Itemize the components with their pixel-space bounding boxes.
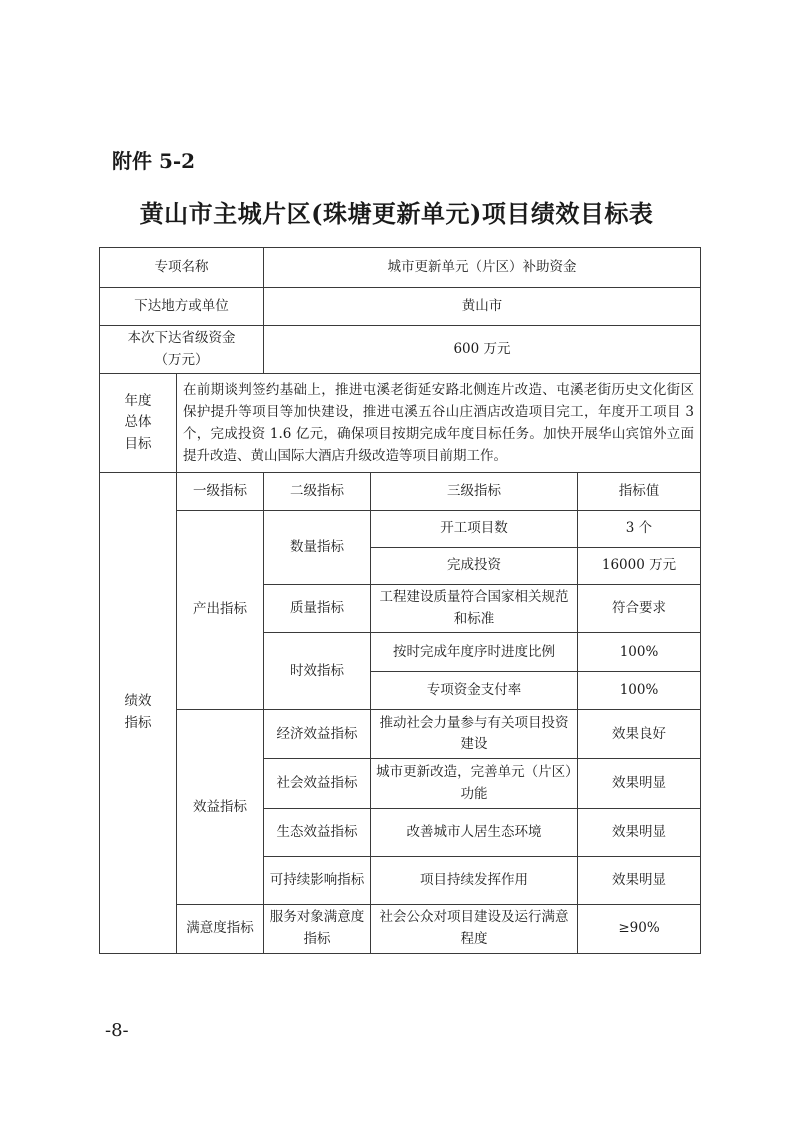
table-row <box>100 710 701 759</box>
table-row <box>100 248 701 288</box>
funds-label-line2: （万元） <box>154 351 209 368</box>
indicator-value: 16000 万元 <box>578 548 701 585</box>
funds-label <box>100 326 264 374</box>
indicator-level3: 社会公众对项目建设及运行满意程度 <box>371 905 578 953</box>
indicator-value: 效果良好 <box>578 710 701 759</box>
project-name-value: 城市更新单元（片区）补助资金 <box>264 248 701 288</box>
table-row <box>100 905 701 953</box>
indicators-label-line1: 绩效 <box>124 693 152 710</box>
indicators-label-line2: 指标 <box>124 714 152 731</box>
funds-value: 600 万元 <box>264 326 701 374</box>
indicator-value: 3 个 <box>578 511 701 548</box>
indicator-level3: 开工项目数 <box>371 511 578 548</box>
annual-goal-label <box>100 374 177 473</box>
table-row <box>100 288 701 326</box>
header-value: 指标值 <box>578 473 701 511</box>
indicator-level2: 服务对象满意度指标 <box>264 905 371 953</box>
indicator-level3: 改善城市人居生态环境 <box>371 809 578 857</box>
table-row <box>100 374 701 473</box>
indicator-level2: 经济效益指标 <box>264 710 371 759</box>
benefit-indicators-label: 效益指标 <box>177 710 264 905</box>
indicator-level2: 生态效益指标 <box>264 809 371 857</box>
unit-label: 下达地方或单位 <box>100 288 264 326</box>
funds-label-line1: 本次下达省级资金 <box>127 330 236 346</box>
unit-value: 黄山市 <box>264 288 701 326</box>
indicator-value: 符合要求 <box>578 585 701 633</box>
document-title: 黄山市主城片区(珠塘更新单元)项目绩效目标表 <box>139 199 654 228</box>
table-row <box>100 473 701 511</box>
indicator-level3: 项目持续发挥作用 <box>371 857 578 905</box>
table-row <box>100 326 701 374</box>
indicator-level3: 完成投资 <box>371 548 578 585</box>
indicator-level2: 社会效益指标 <box>264 759 371 809</box>
quantity-indicators-label: 数量指标 <box>264 511 371 585</box>
indicator-value: 效果明显 <box>578 857 701 905</box>
indicator-level3: 工程建设质量符合国家相关规范和标准 <box>371 585 578 633</box>
indicator-level3: 按时完成年度序时进度比例 <box>371 633 578 672</box>
timeliness-indicators-label: 时效指标 <box>264 633 371 710</box>
indicator-level3: 城市更新改造，完善单元（片区）功能 <box>371 759 578 809</box>
indicator-value: 100% <box>578 633 701 672</box>
performance-indicators-label <box>100 473 177 953</box>
header-level3: 三级指标 <box>371 473 578 511</box>
satisfaction-indicators-label: 满意度指标 <box>177 905 264 953</box>
annual-goal-text: 在前期谈判签约基础上，推进屯溪老街延安路北侧连片改造、屯溪老街历史文化街区保护提升等项目等加快建设，推进屯溪五谷山庄酒店改造项目完工，年度开工项目 3 个，完成投资 1.6 亿元，确保项目按期完成年度目标任务。加快开展华山宾馆外立面提升改造、黄山国际大酒店升级改造等项目前期工作。 <box>177 374 701 473</box>
project-name-label: 专项名称 <box>100 248 264 288</box>
attachment-label: 附件 5-2 <box>112 149 196 173</box>
table-row <box>100 511 701 548</box>
indicator-value: 100% <box>578 672 701 710</box>
header-level2: 二级指标 <box>264 473 371 511</box>
indicator-value: 效果明显 <box>578 759 701 809</box>
performance-table <box>99 247 701 954</box>
indicator-value: ≥90% <box>578 905 701 953</box>
goal-label-line3: 目标 <box>124 435 152 452</box>
header-level1: 一级指标 <box>177 473 264 511</box>
indicator-level2: 可持续影响指标 <box>264 857 371 905</box>
goal-label-line2: 总体 <box>124 414 152 431</box>
indicator-level3: 推动社会力量参与有关项目投资建设 <box>371 710 578 759</box>
indicator-value: 效果明显 <box>578 809 701 857</box>
goal-label-line1: 年度 <box>124 392 152 409</box>
output-indicators-label: 产出指标 <box>177 511 264 710</box>
page-number: -8- <box>105 1020 129 1041</box>
quality-indicators-label: 质量指标 <box>264 585 371 633</box>
indicator-level3: 专项资金支付率 <box>371 672 578 710</box>
